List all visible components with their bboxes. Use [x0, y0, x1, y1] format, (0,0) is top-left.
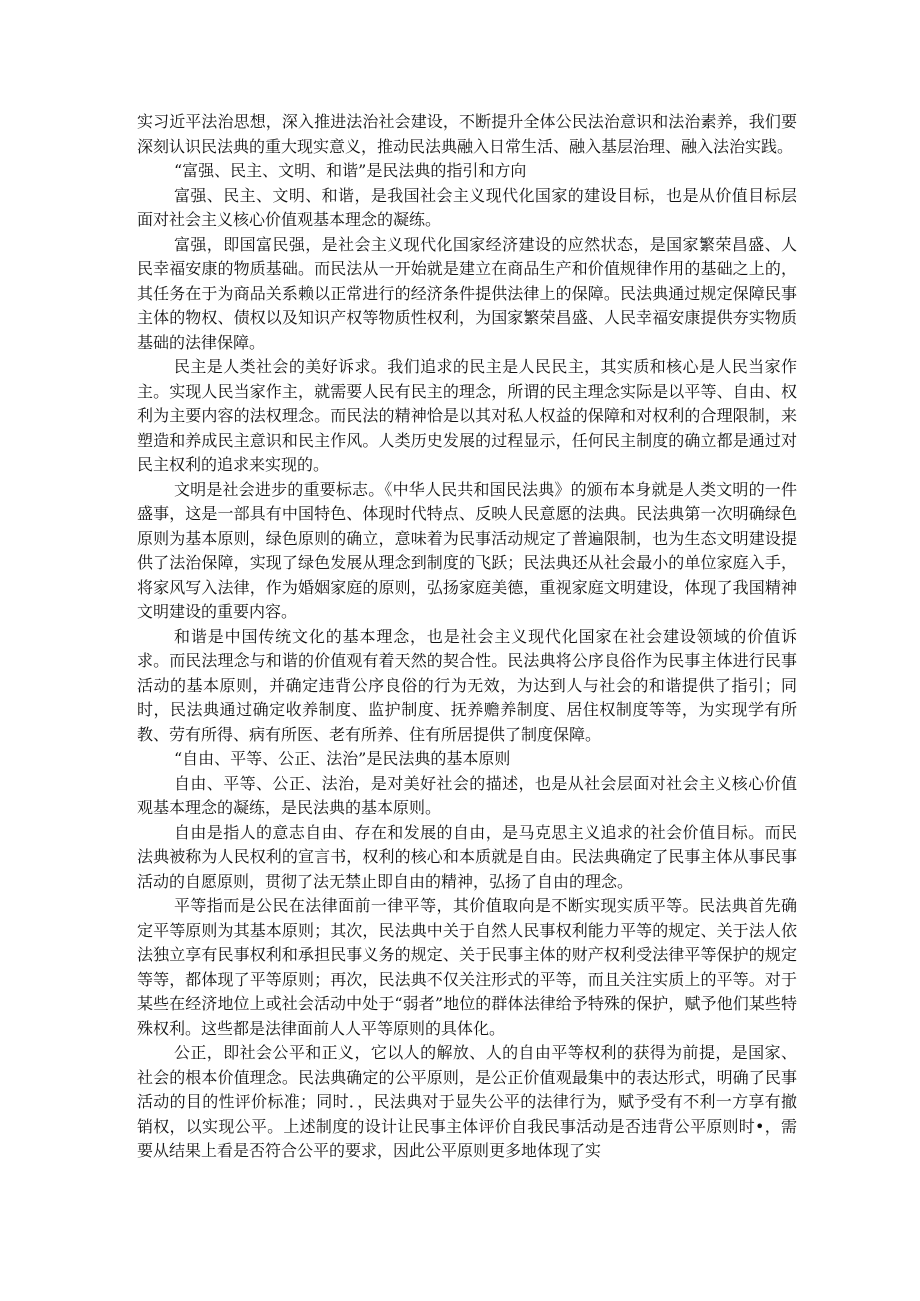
paragraph: 富强、民主、文明、和谐，是我国社会主义现代化国家的建设目标，也是从价值目标层面对社会主义核心价值观基本理念的凝练。 — [137, 185, 797, 229]
document-body — [137, 110, 797, 1164]
paragraph: 自由是指人的意志自由、存在和发展的自由，是马克思主义追求的社会价值目标。而民法典被称为人民权利的宣言书，权利的核心和本质就是自由。民法典确定了民事主体从事民事活动的自愿原则，贯彻了法无禁止即自由的精神，弘扬了自由的理念。 — [137, 822, 797, 891]
paragraph: 公正，即社会公平和正义，它以人的解放、人的自由平等权利的获得为前提，是国家、社会的根本价值理念。民法典确定的公平原则，是公正价值观最集中的表达形式，明确了民事活动的目的性评价标准；同时．，民法典对于显失公平的法律行为，赋予受有不利一方享有撤销权，以实现公平。上述制度的设计让民事主体评价自我民事活动是否违背公平原则时•，需要从结果上看是否符合公平的要求，因此公平原则更多地体现了实 — [137, 1043, 797, 1160]
paragraph: 自由、平等、公正、法治，是对美好社会的描述，也是从社会层面对社会主义核心价值观基本理念的凝练，是民法典的基本原则。 — [137, 773, 797, 817]
paragraph: 平等指而是公民在法律面前一律平等，其价值取向是不断实现实质平等。民法典首先确定平等原则为其基本原则；其次，民法典中关于自然人民事权利能力平等的规定、关于法人依法独立享有民事权利和承担民事义务的规定、关于民事主体的财产权利受法律平等保护的规定等等，都体现了平等原则；再次，民法典不仅关注形式的平等，而且关注实质上的平等。对于某些在经济地位上或社会活动中处于“弱者”地位的群体法律给予特殊的保护，赋予他们某些特殊权利。这些都是法律面前人人平等原则的具体化。 — [137, 896, 797, 1038]
paragraph: 民主是人类社会的美好诉求。我们追求的民主是人民民主，其实质和核心是人民当家作主。实现人民当家作主，就需要人民有民主的理念，所谓的民主理念实际是以平等、自由、权利为主要内容的法权理念。而民法的精神恰是以其对私人权益的保障和对权利的合理限制，来塑造和养成民主意识和民主作风。人类历史发展的过程显示，任何民主制度的确立都是通过对民主权利的追求来实现的。 — [137, 357, 797, 474]
paragraph: 实习近平法治思想，深入推进法治社会建设，不断提升全体公民法治意识和法治素养，我们要深刻认识民法典的重大现实意义，推动民法典融入日常生活、融入基层治理、融入法治实践。 — [137, 112, 797, 156]
section-heading: “自由、平等、公正、法治”是民法典的基本原则 — [174, 749, 511, 768]
section-heading: “富强、民主、文明、和谐”是民法典的指引和方向 — [174, 161, 527, 180]
paragraph: 文明是社会进步的重要标志。《中华人民共和国民法典》的颁布本身就是人类文明的一件盛事，这是一部具有中国特色、体现时代特点、反映人民意愿的法典。民法典第一次明确绿色原则为基本原则，绿色原则的确立，意味着为民事活动规定了普遍限制，也为生态文明建设提供了法治保障，实现了绿色发展从理念到制度的飞跃；民法典还从社会最小的单位家庭入手，将家风写入法律，作为婚姻家庭的原则，弘扬家庭美德，重视家庭文明建设，体现了我国精神文明建设的重要内容。 — [137, 479, 797, 621]
paragraph: 和谐是中国传统文化的基本理念，也是社会主义现代化国家在社会建设领域的价值诉求。而民法理念与和谐的价值观有着天然的契合性。民法典将公序良俗作为民事主体进行民事活动的基本原则，并确定违背公序良俗的行为无效，为达到人与社会的和谐提供了指引；同时，民法典通过确定收养制度、监护制度、抚养赡养制度、居住权制度等等，为实现学有所教、劳有所得、病有所医、老有所养、住有所居提供了制度保障。 — [137, 626, 797, 744]
paragraph: 富强，即国富民强，是社会主义现代化国家经济建设的应然状态，是国家繁荣昌盛、人民幸福安康的物质基础。而民法从一开始就是建立在商品生产和价值规律作用的基础之上的，其任务在于为商品关系赖以正常进行的经济条件提供法律上的保障。民法典通过规定保障民事主体的物权、债权以及知识产权等物质性权利，为国家繁荣昌盛、人民幸福安康提供夯实物质基础的法律保障。 — [137, 234, 797, 352]
